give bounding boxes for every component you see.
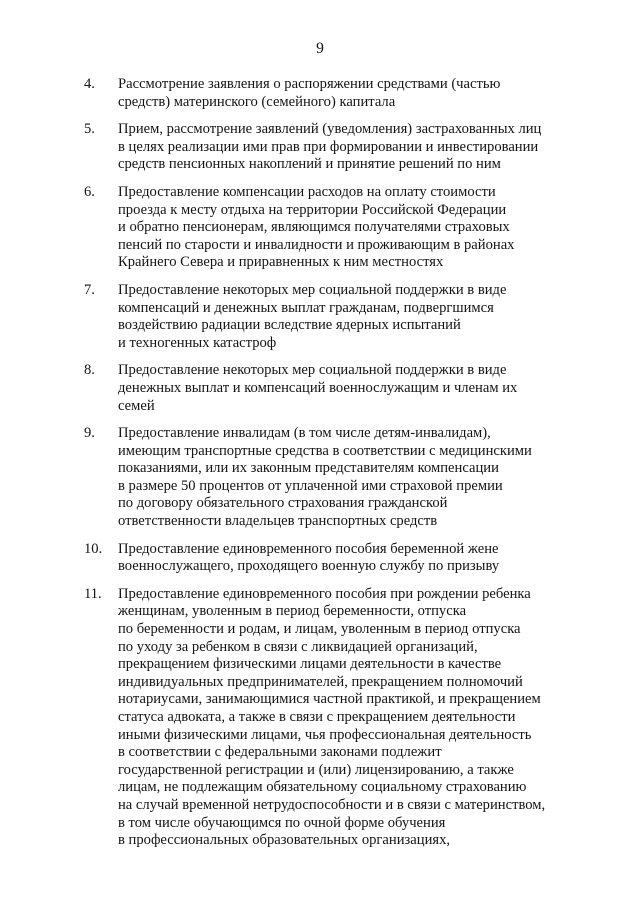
text-line: Крайнего Севера и приравненных к ним местностях xyxy=(118,254,444,271)
text-line: в размере 50 процентов от уплаченной ими страховой премии xyxy=(118,477,503,494)
item-number: 10. xyxy=(84,540,103,557)
list-item xyxy=(0,586,640,850)
list-item xyxy=(0,541,640,576)
item-number: 9. xyxy=(84,425,95,442)
item-text xyxy=(118,362,538,415)
text-line: Предоставление компенсации расходов на оплату стоимости xyxy=(118,183,496,200)
text-line: воздействию радиации вследствие ядерных испытаний xyxy=(118,317,461,334)
text-line: и техногенных катастроф xyxy=(118,334,277,351)
list-item xyxy=(0,425,640,531)
text-line: Прием, рассмотрение заявлений (уведомления) застрахованных лиц xyxy=(118,121,542,138)
numbered-list xyxy=(0,76,640,860)
text-line: проезда к месту отдыха на территории Российской Федерации xyxy=(118,201,507,218)
text-line: статуса адвоката, а также в связи с прекращением деятельности xyxy=(118,709,516,725)
list-item xyxy=(0,362,640,415)
list-item xyxy=(0,121,640,174)
list-item xyxy=(0,282,640,352)
text-line: Предоставление единовременного пособия при рождении ребенка xyxy=(118,585,531,602)
item-number: 11. xyxy=(84,585,102,602)
list-item xyxy=(0,76,640,111)
text-line: лицам, не подлежащим обязательному социальному страхованию xyxy=(118,779,527,796)
text-line: семей xyxy=(118,397,155,414)
text-line: государственной регистрации и (или) лицензированию, а также xyxy=(118,761,514,778)
text-line: в профессиональных образовательных организациях, xyxy=(118,832,451,849)
text-line: ответственности владельцев транспортных средств xyxy=(118,513,438,530)
text-line: по договору обязательного страхования гражданской xyxy=(118,495,448,512)
text-line: на случай временной нетрудоспособности и в связи с материнством, xyxy=(118,796,546,813)
text-line: средств пенсионных накоплений и принятие решений по ним xyxy=(118,156,501,173)
text-line: по беременности и родам, и лицам, уволенным в период отпуска xyxy=(118,621,521,638)
item-text xyxy=(118,425,538,531)
text-line: Предоставление некоторых мер социальной поддержки в виде xyxy=(118,281,507,298)
text-line: Предоставление некоторых мер социальной поддержки в виде xyxy=(118,362,507,379)
text-line: средств) материнского (семейного) капитала xyxy=(118,93,396,110)
text-line: денежных выплат и компенсаций военнослужащим и членам их xyxy=(118,379,518,396)
text-line: женщинам, уволенным в период беременности, отпуска xyxy=(118,603,467,620)
item-text xyxy=(118,121,542,174)
text-line: прекращением физическими лицами деятельности в качестве xyxy=(118,656,502,673)
text-line: в том числе обучающимся по очной форме обучения xyxy=(118,814,446,831)
item-number: 4. xyxy=(84,76,95,92)
item-number: 8. xyxy=(84,362,95,379)
text-line: показаниями, или их законным представителям компенсации xyxy=(118,460,499,477)
item-text xyxy=(118,282,538,352)
text-line: военнослужащего, проходящего военную службу по призыву xyxy=(118,558,500,575)
text-line: в целях реализации ими прав при формировании и инвестировании xyxy=(118,138,539,155)
text-line: Предоставление единовременного пособия беременной жене xyxy=(118,540,499,557)
text-line: нотариусами, занимающимися частной практикой, и прекращением xyxy=(118,691,541,708)
item-text xyxy=(118,76,538,111)
text-line: индивидуальных предпринимателей, прекращением полномочий xyxy=(118,673,523,690)
text-line: Предоставление инвалидам (в том числе детям-инвалидам), xyxy=(118,425,491,442)
text-line: по уходу за ребенком в связи с ликвидацией организаций, xyxy=(118,638,478,655)
text-line: компенсаций и денежных выплат гражданам, подвергшимся xyxy=(118,299,494,316)
item-number: 7. xyxy=(84,281,95,298)
text-line: пенсий по старости и инвалидности и проживающим в районах xyxy=(118,236,515,253)
text-line: и обратно пенсионерам, являющимся получателями страховых xyxy=(118,219,510,236)
item-text xyxy=(118,541,538,576)
text-line: Рассмотрение заявления о распоряжении средствами (частью xyxy=(118,76,501,92)
page-number: 9 xyxy=(316,40,324,57)
text-line: в соответствии с федеральными законами подлежит xyxy=(118,744,442,761)
item-text xyxy=(118,184,538,272)
text-line: иными физическими лицами, чья профессиональная деятельность xyxy=(118,726,532,743)
item-number: 6. xyxy=(84,183,95,200)
item-number: 5. xyxy=(84,121,95,138)
list-item xyxy=(0,184,640,272)
text-line: имеющим транспортные средства в соответствии с медицинскими xyxy=(118,442,532,459)
item-text xyxy=(118,585,546,850)
